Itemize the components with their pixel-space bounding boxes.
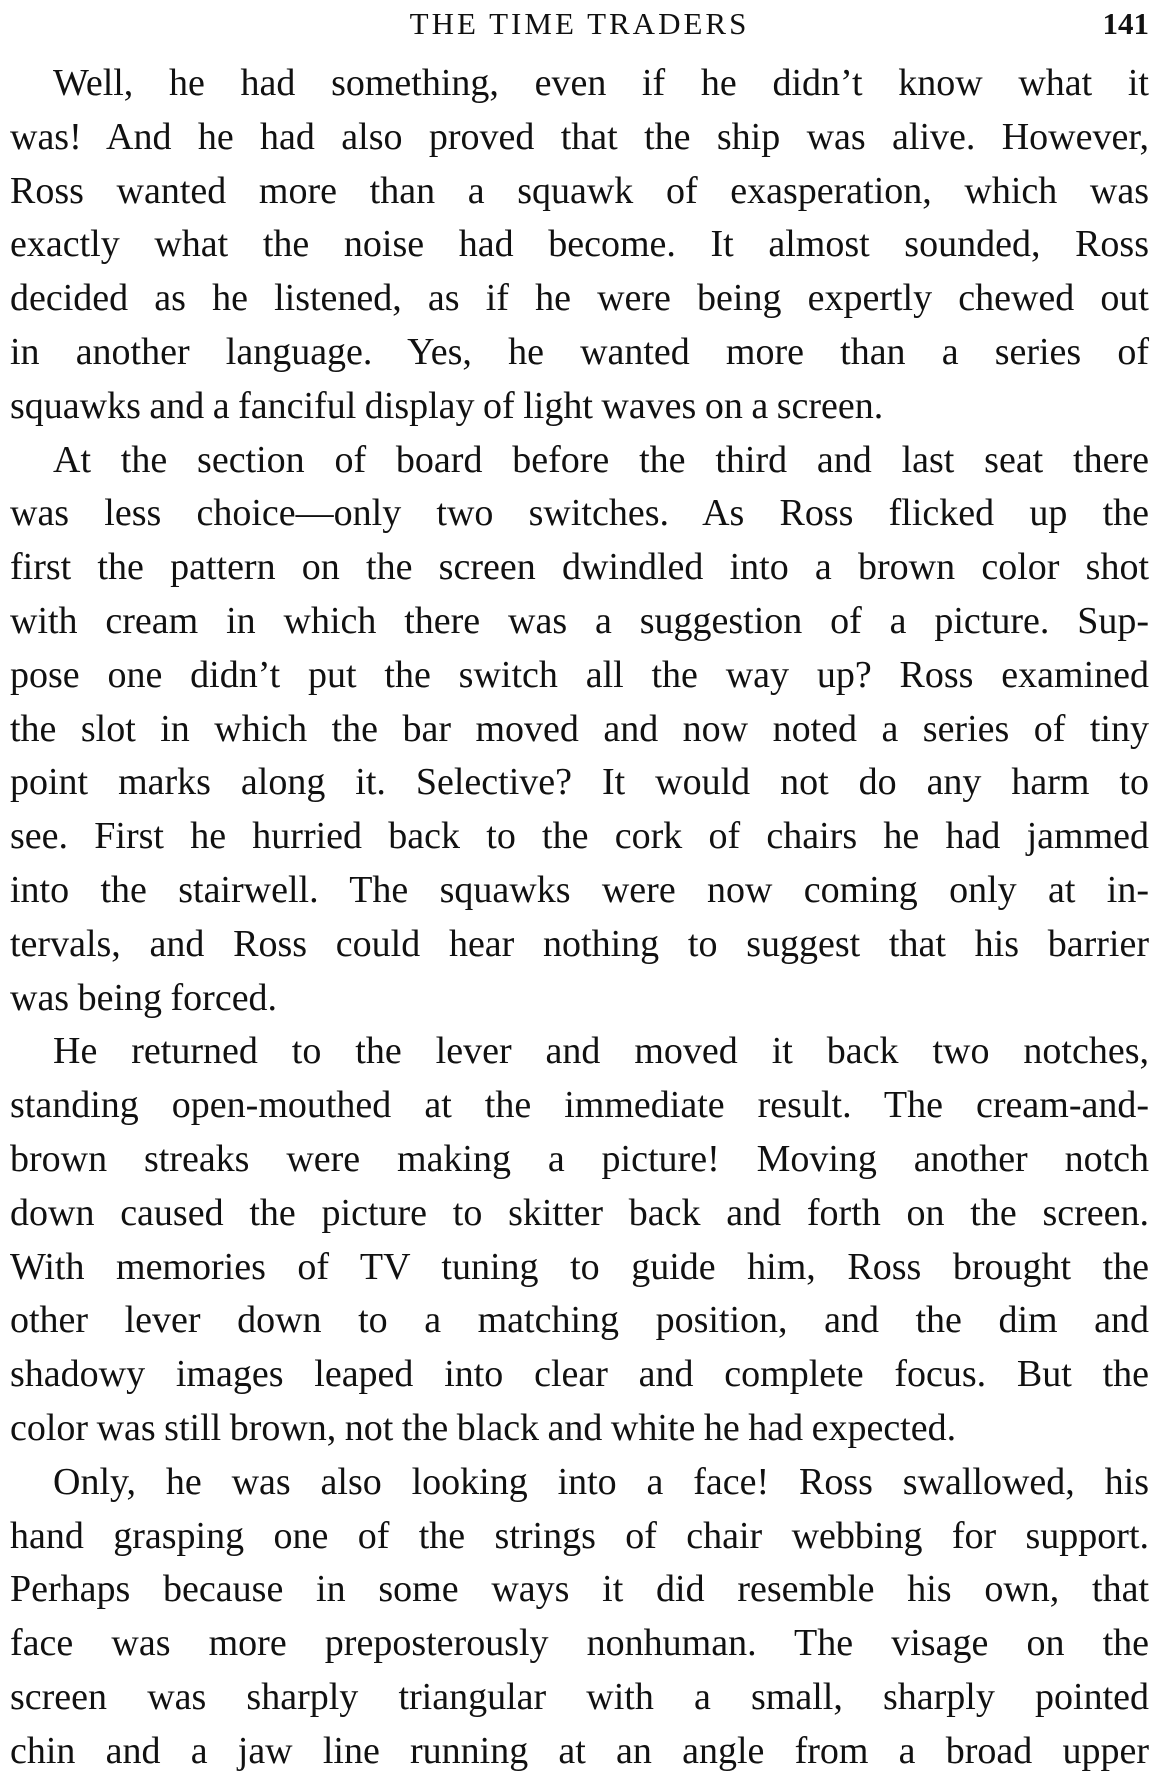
text-line: was less choice—only two switches. As Ross flicked up the xyxy=(10,492,1149,535)
text-line: screen was sharply triangular with a small, sharply pointed xyxy=(10,1675,1149,1718)
text-line: Only, he was also looking into a face! Ross swallowed, his xyxy=(53,1460,1149,1503)
text-line: He returned to the lever and moved it back two notches, xyxy=(53,1030,1149,1073)
paragraph xyxy=(10,434,1149,1026)
running-title: THE TIME TRADERS xyxy=(409,6,750,41)
text-line: was being forced. xyxy=(10,976,278,1019)
text-line: color was still brown, not the black and white he had expected. xyxy=(10,1406,957,1449)
text-line: standing open-mouthed at the immediate result. The cream-and- xyxy=(10,1084,1149,1127)
text-line: with cream in which there was a suggestion of a picture. Sup- xyxy=(10,599,1149,642)
text-line: tervals, and Ross could hear nothing to suggest that his barrier xyxy=(10,922,1149,965)
text-line: down caused the picture to skitter back and forth on the screen. xyxy=(10,1191,1149,1234)
text-line: With memories of TV tuning to guide him, Ross brought the xyxy=(10,1245,1149,1288)
text-line: chin and a jaw line running at an angle from a broad upper xyxy=(10,1729,1149,1772)
text-line: the slot in which the bar moved and now noted a series of tiny xyxy=(10,707,1149,750)
book-page xyxy=(10,0,1149,1790)
text-line: into the stairwell. The squawks were now coming only at in- xyxy=(10,868,1149,911)
body-text xyxy=(10,57,1149,1779)
text-line: pose one didn’t put the switch all the way up? Ross examined xyxy=(10,653,1149,696)
running-head xyxy=(10,4,1149,44)
text-line: face was more preposterously nonhuman. The visage on the xyxy=(10,1622,1149,1665)
text-line: Perhaps because in some ways it did resemble his own, that xyxy=(10,1568,1149,1611)
text-line: At the section of board before the third and last seat there xyxy=(53,438,1149,481)
text-line: shadowy images leaped into clear and complete focus. But the xyxy=(10,1353,1149,1396)
text-line: hand grasping one of the strings of chair webbing for support. xyxy=(10,1514,1149,1557)
text-line: Well, he had something, even if he didn’t know what it xyxy=(53,62,1149,104)
text-line: squawks and a fanciful display of light waves on a screen. xyxy=(10,384,884,427)
text-line: decided as he listened, as if he were being expertly chewed out xyxy=(10,277,1149,320)
text-line: see. First he hurried back to the cork of chairs he had jammed xyxy=(10,815,1149,858)
paragraph xyxy=(10,57,1149,434)
text-line: exactly what the noise had become. It almost sounded, Ross xyxy=(10,223,1149,266)
text-line: Ross wanted more than a squawk of exasperation, which was xyxy=(10,169,1149,212)
text-line: point marks along it. Selective? It would not do any harm to xyxy=(10,761,1149,804)
paragraph xyxy=(10,1025,1149,1455)
text-line: was! And he had also proved that the ship was alive. However, xyxy=(10,115,1149,158)
page-number: 141 xyxy=(1102,6,1149,41)
text-line: other lever down to a matching position, and the dim and xyxy=(10,1299,1149,1342)
text-line: first the pattern on the screen dwindled into a brown color shot xyxy=(10,546,1149,589)
text-line: in another language. Yes, he wanted more than a series of xyxy=(10,330,1149,373)
text-line: brown streaks were making a picture! Moving another notch xyxy=(10,1137,1149,1180)
paragraph xyxy=(10,1456,1149,1779)
